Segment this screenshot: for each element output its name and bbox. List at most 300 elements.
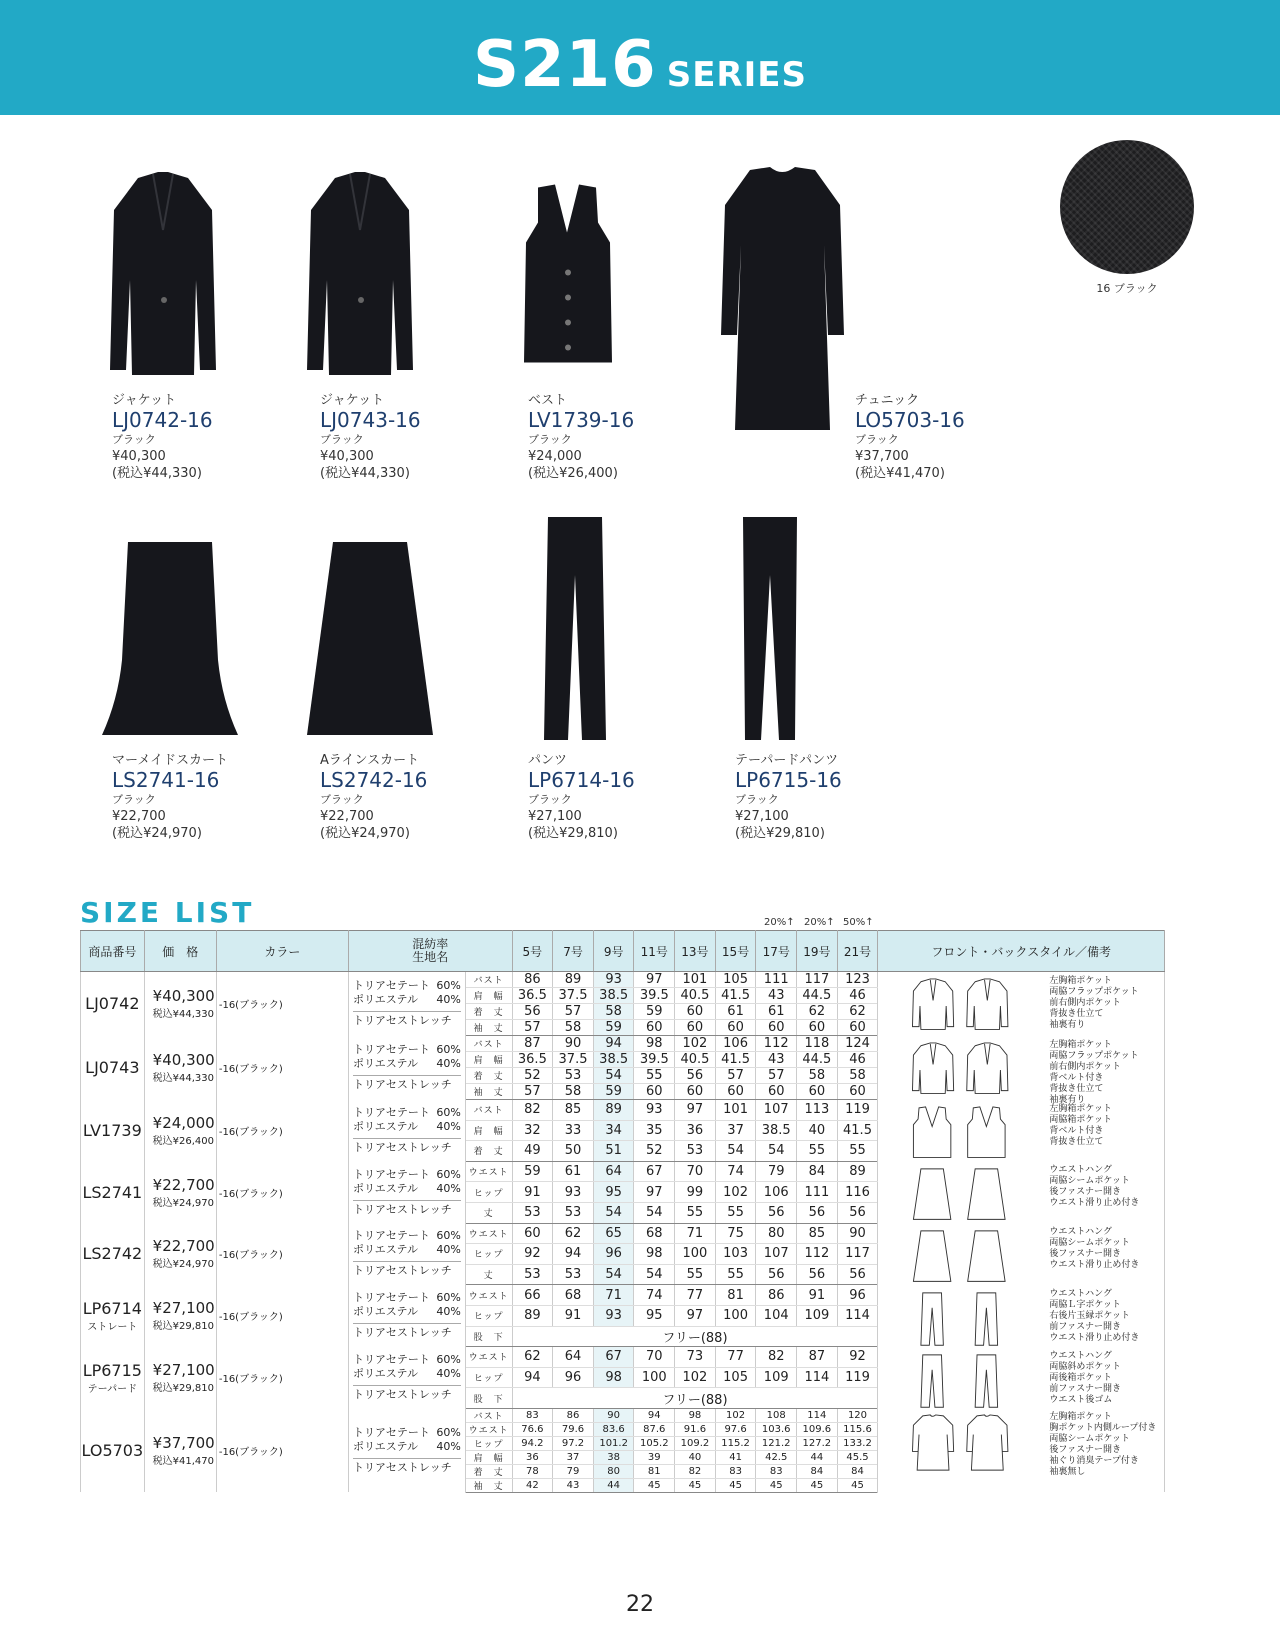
size-value: 58 [593, 1004, 634, 1020]
measure-label: 肩 幅 [465, 1120, 512, 1141]
size-value: 117 [837, 1244, 878, 1265]
size-value: 89 [593, 1100, 634, 1121]
size-value: 93 [593, 972, 634, 988]
style-cell [878, 1161, 1165, 1223]
size-value: 53 [512, 1202, 553, 1223]
size-value: 39 [634, 1450, 675, 1464]
size-value: 55 [634, 1068, 675, 1084]
size-value: 60 [797, 1084, 838, 1100]
size-value: 90 [837, 1223, 878, 1244]
size-value: 91.6 [675, 1422, 716, 1436]
measure-label: ウエスト [465, 1161, 512, 1182]
size-value: 97 [675, 1305, 716, 1326]
size-value: 101 [715, 1100, 756, 1121]
size-value: 44 [797, 1450, 838, 1464]
product-category: ジャケット [112, 393, 177, 408]
size-value: 36.5 [512, 988, 553, 1004]
material-cell [348, 1161, 465, 1223]
size-value: 97 [634, 972, 675, 988]
product-number: LJ0742 [85, 994, 140, 1014]
size-value: 60 [837, 1020, 878, 1036]
size-value: 93 [593, 1305, 634, 1326]
measure-label: 肩 幅 [465, 1450, 512, 1464]
size-value: 55 [837, 1141, 878, 1162]
size-value: 95 [634, 1305, 675, 1326]
style-note: 両脇Ｌ字ポケット [1049, 1299, 1121, 1310]
size-value: 37.5 [553, 1052, 594, 1068]
pct-note-19: 20%↑ [804, 917, 835, 928]
product-info [528, 392, 634, 482]
size-value: 89 [837, 1161, 878, 1182]
size-value: 97.6 [715, 1422, 756, 1436]
product-number-cell [81, 1161, 145, 1223]
size-value: 58 [553, 1084, 594, 1100]
product-category: パンツ [528, 753, 568, 768]
fabric-name: トリアセストレッチ [353, 1138, 461, 1155]
size-value: 40.5 [675, 1052, 716, 1068]
measure-label: ヒップ [465, 1367, 512, 1388]
size-value: 49 [512, 1141, 553, 1162]
size-value: 77 [715, 1347, 756, 1368]
measure-label: 着 丈 [465, 1004, 512, 1020]
size-value: 133.2 [837, 1436, 878, 1450]
size-value: 121.2 [756, 1436, 797, 1450]
material-cell [348, 1100, 465, 1162]
size-value: 62 [797, 1004, 838, 1020]
price: ¥37,700 [152, 1433, 215, 1452]
product-category: ジャケット [320, 393, 385, 408]
size-value: 57 [553, 1004, 594, 1020]
product-number: LS2742 [82, 1244, 143, 1264]
size-value: 56 [512, 1004, 553, 1020]
material-2: ポリエステル [352, 1439, 418, 1453]
size-value: 57 [715, 1068, 756, 1084]
size-value: 108 [756, 1408, 797, 1422]
pants-line-icon [908, 1291, 1018, 1349]
size-value: 36 [512, 1450, 553, 1464]
product-price: ¥24,000 [528, 449, 582, 464]
style-note: ウエスト滑り止め付き [1049, 1332, 1140, 1343]
skirt-line-icon [908, 1229, 1018, 1287]
column-header: 7号 [553, 931, 594, 972]
size-value: 74 [715, 1161, 756, 1182]
size-value: 42 [512, 1478, 553, 1492]
size-value: 60 [512, 1223, 553, 1244]
size-value: 54 [634, 1202, 675, 1223]
material-1-pct: 60% [436, 1425, 461, 1439]
fabric-name: トリアセストレッチ [353, 1011, 461, 1028]
size-value: 45 [715, 1478, 756, 1492]
size-value: 95 [593, 1182, 634, 1203]
price-cell [144, 1161, 216, 1223]
size-value: 59 [512, 1161, 553, 1182]
product-number-cell [81, 1347, 145, 1409]
size-value: 43 [756, 988, 797, 1004]
size-value: 58 [797, 1068, 838, 1084]
product-price: ¥40,300 [112, 449, 166, 464]
swatch-label: 16 ブラック [1096, 282, 1158, 295]
size-value: 102 [715, 1408, 756, 1422]
size-value: 114 [797, 1367, 838, 1388]
page-number: 22 [626, 1592, 654, 1617]
size-value: 89 [512, 1305, 553, 1326]
size-value: 34 [593, 1120, 634, 1141]
size-value: 113 [797, 1100, 838, 1121]
size-value: 56 [756, 1264, 797, 1285]
size-value: 44.5 [797, 1052, 838, 1068]
material-2: ポリエステル [352, 993, 418, 1007]
product-code: LJ0742-16 [112, 408, 213, 432]
style-note: 左胸箱ポケット [1049, 1412, 1112, 1423]
style-note: ウエストハング [1049, 1350, 1112, 1361]
table-row [81, 1036, 1165, 1052]
product-category: Aラインスカート [320, 753, 420, 768]
product-info [855, 392, 965, 482]
size-value: 39.5 [634, 988, 675, 1004]
size-value: 94.2 [512, 1436, 553, 1450]
size-value: 71 [675, 1223, 716, 1244]
size-value: 106 [756, 1182, 797, 1203]
price-cell [144, 1285, 216, 1347]
a-line-skirt-icon [305, 540, 435, 740]
size-table-header [81, 931, 1165, 972]
size-value: 118 [797, 1036, 838, 1052]
product-number-cell [81, 1100, 145, 1162]
size-value: 101.2 [593, 1436, 634, 1450]
size-value: 85 [797, 1223, 838, 1244]
tax-price: 税込¥24,970 [152, 1197, 215, 1209]
material-1-pct: 60% [436, 979, 461, 993]
size-value: 44.5 [797, 988, 838, 1004]
style-note: ウエストハング [1049, 1165, 1112, 1176]
measure-label: 肩 幅 [465, 988, 512, 1004]
product-number-cell [81, 1223, 145, 1285]
material-1: トリアセテート [352, 1105, 430, 1119]
measure-label: ヒップ [465, 1436, 512, 1450]
measure-label: バスト [465, 972, 512, 988]
material-2-pct: 40% [436, 1367, 461, 1381]
size-value: 82 [675, 1464, 716, 1478]
size-value: 64 [593, 1161, 634, 1182]
size-value: 51 [593, 1141, 634, 1162]
size-value: 56 [675, 1068, 716, 1084]
size-value: 103 [715, 1244, 756, 1265]
style-note: 袖ぐり消臭テープ付き [1049, 1456, 1139, 1467]
size-value: 96 [837, 1285, 878, 1306]
product-category: ベスト [528, 393, 568, 408]
size-list-title: SIZE LIST [80, 896, 255, 929]
size-value: 83 [512, 1408, 553, 1422]
tunic-icon [720, 165, 845, 435]
material-2: ポリエステル [352, 1305, 418, 1319]
table-row [81, 1223, 1165, 1244]
color-cell: -16(ブラック) [216, 1347, 348, 1409]
product-number: LJ0743 [85, 1058, 140, 1077]
size-value: 52 [634, 1141, 675, 1162]
fabric-name: トリアセストレッチ [353, 1200, 461, 1217]
size-value: 45 [837, 1478, 878, 1492]
size-value: 53 [675, 1141, 716, 1162]
product-code: LS2742-16 [320, 768, 428, 792]
column-header: 11号 [634, 931, 675, 972]
style-note: 右後片玉縁ポケット [1049, 1310, 1130, 1321]
measure-label: ヒップ [465, 1305, 512, 1326]
material-1: トリアセテート [352, 1425, 430, 1439]
material-cell [348, 1408, 465, 1492]
product-color: ブラック [320, 793, 364, 806]
size-value: 84 [797, 1464, 838, 1478]
fabric-name: トリアセストレッチ [353, 1075, 461, 1092]
size-value: 82 [512, 1100, 553, 1121]
size-value: 60 [715, 1084, 756, 1100]
size-value: 53 [553, 1202, 594, 1223]
size-value: 37.5 [553, 988, 594, 1004]
product-info [320, 392, 421, 482]
tax-price: 税込¥44,330 [152, 1073, 215, 1084]
size-value: 60 [715, 1020, 756, 1036]
pants-line-icon [908, 1353, 1018, 1411]
size-value: 39.5 [634, 1052, 675, 1068]
style-note: 背抜き仕立て [1049, 1136, 1104, 1147]
size-value: 104 [756, 1305, 797, 1326]
size-value: 36 [675, 1120, 716, 1141]
tax-price: 税込¥44,330 [152, 1009, 215, 1021]
size-value: 56 [797, 1202, 838, 1223]
skirt-line-icon [908, 1167, 1018, 1225]
series-word: SERIES [666, 55, 807, 95]
size-value: 94 [512, 1367, 553, 1388]
style-note: 両脇シームポケット [1049, 1238, 1130, 1249]
color-cell: -16(ブラック) [216, 1223, 348, 1285]
size-value: 45 [756, 1478, 797, 1492]
style-note: 袖裏有り [1049, 1020, 1086, 1030]
size-value: 37 [553, 1450, 594, 1464]
product-price: ¥22,700 [112, 809, 166, 824]
size-value: 40 [675, 1450, 716, 1464]
size-value: 100 [634, 1367, 675, 1388]
material-1: トリアセテート [352, 1043, 430, 1056]
size-value: 54 [593, 1202, 634, 1223]
style-note: 胸ポケット内側ループ付き [1049, 1423, 1157, 1434]
size-value: 79 [553, 1464, 594, 1478]
size-value: 90 [593, 1408, 634, 1422]
style-note: 前ファスナー開き [1049, 1383, 1121, 1394]
size-value: 38.5 [593, 988, 634, 1004]
size-value: 87.6 [634, 1422, 675, 1436]
style-note: ウエストハング [1049, 1227, 1112, 1238]
size-value: 80 [593, 1464, 634, 1478]
size-value: 86 [512, 972, 553, 988]
product-info [320, 752, 427, 842]
measure-label: 肩 幅 [465, 1052, 512, 1068]
size-value: 43 [756, 1052, 797, 1068]
jacket-line-icon [908, 978, 1018, 1036]
column-header: 9号 [593, 931, 634, 972]
table-row [81, 1347, 1165, 1368]
size-value: 91 [512, 1182, 553, 1203]
size-value: 83.6 [593, 1422, 634, 1436]
size-value: 111 [797, 1182, 838, 1203]
size-value: 44 [593, 1478, 634, 1492]
size-table [80, 930, 1165, 1493]
size-value: 37 [715, 1120, 756, 1141]
size-value: 90 [553, 1036, 594, 1052]
tax-price: 税込¥41,470 [152, 1455, 215, 1467]
size-value: 57 [512, 1084, 553, 1100]
style-notes [1049, 976, 1138, 1031]
material-1-pct: 60% [436, 1229, 461, 1243]
size-value: 84 [837, 1464, 878, 1478]
size-value: 41.5 [715, 1052, 756, 1068]
style-notes [1049, 1104, 1112, 1148]
measure-label: ウエスト [465, 1347, 512, 1368]
fabric-swatch [1060, 140, 1194, 274]
material-2-pct: 40% [436, 1119, 461, 1133]
style-note: 後ファスナー開き [1049, 1249, 1121, 1260]
product-number-sub: ストレート [87, 1321, 138, 1333]
size-value: 60 [675, 1084, 716, 1100]
product-tax-price: (税込¥41,470) [855, 466, 945, 481]
product-category: マーメイドスカート [112, 753, 228, 768]
size-value: 96 [553, 1367, 594, 1388]
size-value: 68 [553, 1285, 594, 1306]
material-1: トリアセテート [352, 1167, 430, 1181]
size-value: 55 [675, 1264, 716, 1285]
measure-label: 袖 丈 [465, 1478, 512, 1492]
price: ¥22,700 [152, 1175, 215, 1194]
size-value: 71 [593, 1285, 634, 1306]
material-2-pct: 40% [436, 1439, 461, 1453]
free-size-cell: フリー(88) [512, 1388, 878, 1409]
size-value: 77 [675, 1285, 716, 1306]
style-note: 後ファスナー開き [1049, 1445, 1121, 1456]
style-cell [878, 1285, 1165, 1347]
pct-note-21: 50%↑ [843, 917, 874, 928]
measure-label: バスト [465, 1408, 512, 1422]
size-value: 57 [756, 1068, 797, 1084]
size-value: 54 [634, 1264, 675, 1285]
size-value: 127.2 [797, 1436, 838, 1450]
material-1: トリアセテート [352, 1353, 430, 1367]
size-value: 87 [797, 1347, 838, 1368]
style-note: ウエスト滑り止め付き [1049, 1198, 1140, 1209]
mermaid-skirt-icon [100, 540, 240, 740]
size-value: 112 [756, 1036, 797, 1052]
material-cell [348, 1036, 465, 1100]
product-number-sub: テーパード [87, 1383, 138, 1395]
size-value: 103.6 [756, 1422, 797, 1436]
style-note: 背抜き仕立て [1049, 1083, 1104, 1094]
measure-label: 着 丈 [465, 1464, 512, 1478]
series-number: S216 [473, 28, 657, 102]
size-value: 42.5 [756, 1450, 797, 1464]
material-1-pct: 60% [436, 1167, 461, 1181]
product-info [112, 392, 213, 482]
style-note: 両後箱ポケット [1049, 1372, 1112, 1383]
size-value: 52 [512, 1068, 553, 1084]
measure-label: 着 丈 [465, 1141, 512, 1162]
size-value: 59 [593, 1084, 634, 1100]
product-info [735, 752, 842, 842]
table-row [81, 1285, 1165, 1306]
size-value: 66 [512, 1285, 553, 1306]
size-value: 98 [634, 1244, 675, 1265]
measure-label: ヒップ [465, 1182, 512, 1203]
product-color: ブラック [528, 793, 572, 806]
size-value: 97.2 [553, 1436, 594, 1450]
product-price: ¥27,100 [735, 809, 789, 824]
style-cell [878, 1036, 1165, 1105]
table-row [81, 1161, 1165, 1182]
size-value: 86 [553, 1408, 594, 1422]
measure-label: ウエスト [465, 1285, 512, 1306]
size-value: 97 [675, 1100, 716, 1121]
size-value: 117 [797, 972, 838, 988]
size-value: 105 [715, 972, 756, 988]
style-notes [1049, 1351, 1121, 1406]
price-cell [144, 1347, 216, 1409]
size-value: 98 [675, 1408, 716, 1422]
fabric-name: トリアセストレッチ [353, 1458, 461, 1475]
style-note: 背ベルト付き [1049, 1125, 1104, 1136]
size-value: 93 [553, 1182, 594, 1203]
size-value: 123 [837, 972, 878, 988]
price: ¥22,700 [152, 1237, 215, 1256]
style-cell [878, 1223, 1165, 1285]
style-note: 両脇シームポケット [1049, 1434, 1130, 1445]
size-value: 60 [756, 1020, 797, 1036]
tunic-line-icon [908, 1414, 1018, 1472]
product-number: LP6715 [82, 1360, 142, 1380]
style-note: 左胸箱ポケット [1049, 1039, 1112, 1050]
size-value: 54 [593, 1264, 634, 1285]
size-value: 54 [715, 1141, 756, 1162]
size-value: 91 [797, 1285, 838, 1306]
material-2-pct: 40% [436, 993, 461, 1007]
size-value: 98 [634, 1036, 675, 1052]
size-value: 116 [837, 1182, 878, 1203]
size-value: 61 [756, 1004, 797, 1020]
column-header: 21号 [837, 931, 878, 972]
size-value: 114 [797, 1408, 838, 1422]
material-1: トリアセテート [352, 979, 430, 993]
size-value: 91 [553, 1305, 594, 1326]
product-category: チュニック [855, 393, 920, 408]
measure-label: 股 下 [465, 1326, 512, 1347]
size-value: 61 [715, 1004, 756, 1020]
size-value: 79 [756, 1161, 797, 1182]
price: ¥40,300 [152, 987, 215, 1006]
style-note: 前右側内ポケット [1049, 1061, 1121, 1072]
style-cell [878, 1100, 1165, 1162]
size-value: 58 [553, 1020, 594, 1036]
jacket-line-icon [908, 1042, 1018, 1100]
size-value: 41.5 [837, 1120, 878, 1141]
size-value: 40.5 [675, 988, 716, 1004]
material-cell [348, 1223, 465, 1285]
product-number: LO5703 [81, 1440, 144, 1460]
jacket-icon [108, 160, 218, 390]
size-value: 62 [512, 1347, 553, 1368]
size-value: 55 [715, 1202, 756, 1223]
style-cell [878, 972, 1165, 1036]
product-tax-price: (税込¥26,400) [528, 466, 618, 481]
size-value: 45 [675, 1478, 716, 1492]
product-number: LV1739 [82, 1120, 142, 1140]
vest-line-icon [908, 1106, 1018, 1164]
material-cell [348, 1347, 465, 1409]
price: ¥40,300 [152, 1051, 215, 1069]
